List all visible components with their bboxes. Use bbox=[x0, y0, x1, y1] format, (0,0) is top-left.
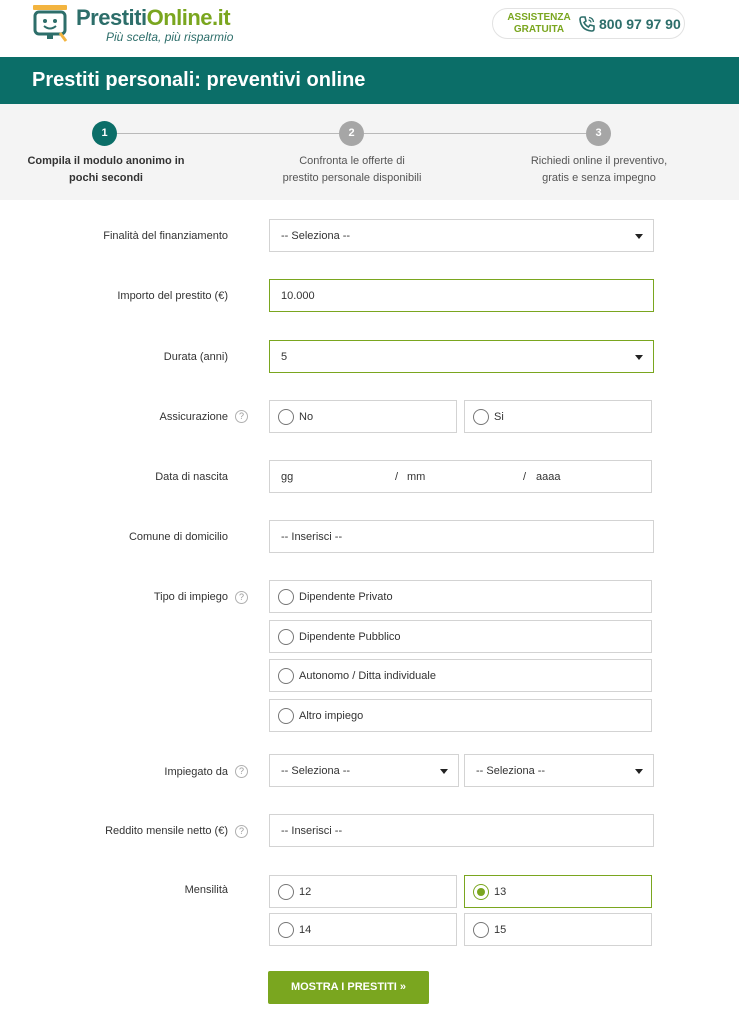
impiegato-da-year-select[interactable] bbox=[464, 754, 654, 787]
step-3-marker: 3 bbox=[586, 121, 611, 146]
radio-button[interactable] bbox=[278, 589, 294, 605]
finalita-value: -- Seleziona -- bbox=[281, 230, 351, 242]
help-icon[interactable]: ? bbox=[235, 410, 248, 423]
date-separator: / bbox=[395, 471, 399, 483]
step-1-text: Compila il modulo anonimo in pochi secondi bbox=[27, 155, 185, 184]
impiego-label: Tipo di impiego bbox=[153, 591, 228, 603]
radio-button[interactable] bbox=[278, 629, 294, 645]
birth-day-input[interactable]: gg bbox=[281, 471, 294, 483]
logo-name: PrestitiOnline.it bbox=[76, 5, 231, 30]
impiego-option-autonomo[interactable]: Autonomo / Ditta individuale bbox=[269, 659, 652, 692]
phone-number[interactable]: 800 97 97 90 bbox=[599, 16, 681, 32]
date-separator: / bbox=[523, 471, 527, 483]
impiegato-da-year-value: -- Seleziona -- bbox=[476, 765, 546, 777]
birthdate-field[interactable] bbox=[269, 460, 652, 493]
importo-value: 10.000 bbox=[281, 290, 315, 302]
impiegato-da-month-value: -- Seleziona -- bbox=[281, 765, 351, 777]
radio-button[interactable] bbox=[278, 922, 294, 938]
radio-button[interactable] bbox=[278, 668, 294, 684]
show-loans-button[interactable]: MOSTRA I PRESTITI » bbox=[268, 971, 429, 1004]
durata-value: 5 bbox=[281, 351, 288, 363]
step-2-text: Confronta le offerte di prestito personale disponibili bbox=[282, 155, 422, 184]
comune-input[interactable] bbox=[269, 520, 654, 553]
logo-tagline: Più scelta, più risparmio bbox=[106, 30, 234, 44]
birth-month-input[interactable]: mm bbox=[407, 471, 426, 483]
site-logo[interactable] bbox=[30, 3, 234, 47]
chevron-down-icon bbox=[635, 234, 643, 239]
radio-button[interactable] bbox=[473, 922, 489, 938]
impiego-option-privato[interactable]: Dipendente Privato bbox=[269, 580, 652, 613]
impiego-option-altro[interactable]: Altro impiego bbox=[269, 699, 652, 732]
radio-button[interactable] bbox=[278, 884, 294, 900]
finalita-select[interactable] bbox=[269, 219, 654, 252]
importo-label: Importo del prestito (€) bbox=[117, 290, 228, 302]
comune-label: Comune di domicilio bbox=[128, 531, 228, 543]
mensilita-label: Mensilità bbox=[184, 884, 228, 896]
radio-button[interactable] bbox=[278, 708, 294, 724]
site-header bbox=[0, 0, 739, 57]
assicurazione-label: Assicurazione bbox=[159, 411, 228, 423]
reddito-label: Reddito mensile netto (€) bbox=[105, 825, 228, 837]
durata-label: Durata (anni) bbox=[163, 351, 228, 363]
durata-select[interactable] bbox=[269, 340, 654, 373]
step-1-marker: 1 bbox=[92, 121, 117, 146]
reddito-placeholder: -- Inserisci -- bbox=[281, 825, 343, 837]
importo-input[interactable] bbox=[269, 279, 654, 312]
assistance-label: ASSISTENZA GRATUITA bbox=[507, 12, 571, 35]
chevron-down-icon bbox=[635, 769, 643, 774]
page-title: Prestiti personali: preventivi online bbox=[32, 69, 366, 91]
step-2-marker: 2 bbox=[339, 121, 364, 146]
help-icon[interactable]: ? bbox=[235, 765, 248, 778]
assicurazione-option-si[interactable]: Si bbox=[464, 400, 652, 433]
step-3-text: Richiedi online il preventivo, gratis e senza impegno bbox=[530, 155, 668, 184]
mensilita-option-15[interactable]: 15 bbox=[464, 913, 652, 946]
radio-button[interactable] bbox=[278, 409, 294, 425]
phone-icon bbox=[578, 15, 596, 33]
impiegato-da-label: Impiegato da bbox=[164, 766, 228, 778]
help-icon[interactable]: ? bbox=[235, 825, 248, 838]
finalita-label: Finalità del finanziamento bbox=[103, 230, 228, 242]
radio-button-selected[interactable] bbox=[473, 884, 489, 900]
birth-year-input[interactable]: aaaa bbox=[536, 471, 561, 483]
chevron-down-icon bbox=[440, 769, 448, 774]
mensilita-option-12[interactable]: 12 bbox=[269, 875, 457, 908]
mensilita-option-13[interactable]: 13 bbox=[464, 875, 652, 908]
nascita-label: Data di nascita bbox=[155, 471, 228, 483]
radio-button[interactable] bbox=[473, 409, 489, 425]
assistance-box[interactable] bbox=[492, 8, 685, 39]
logo-mark-icon bbox=[30, 3, 70, 45]
chevron-down-icon bbox=[635, 355, 643, 360]
page-banner bbox=[0, 57, 739, 104]
mensilita-option-14[interactable]: 14 bbox=[269, 913, 457, 946]
step-connector bbox=[364, 133, 586, 134]
reddito-input[interactable] bbox=[269, 814, 654, 847]
comune-placeholder: -- Inserisci -- bbox=[281, 531, 343, 543]
help-icon[interactable]: ? bbox=[235, 591, 248, 604]
step-connector bbox=[117, 133, 339, 134]
impiego-option-pubblico[interactable]: Dipendente Pubblico bbox=[269, 620, 652, 653]
impiegato-da-month-select[interactable] bbox=[269, 754, 459, 787]
assicurazione-option-no[interactable]: No bbox=[269, 400, 457, 433]
